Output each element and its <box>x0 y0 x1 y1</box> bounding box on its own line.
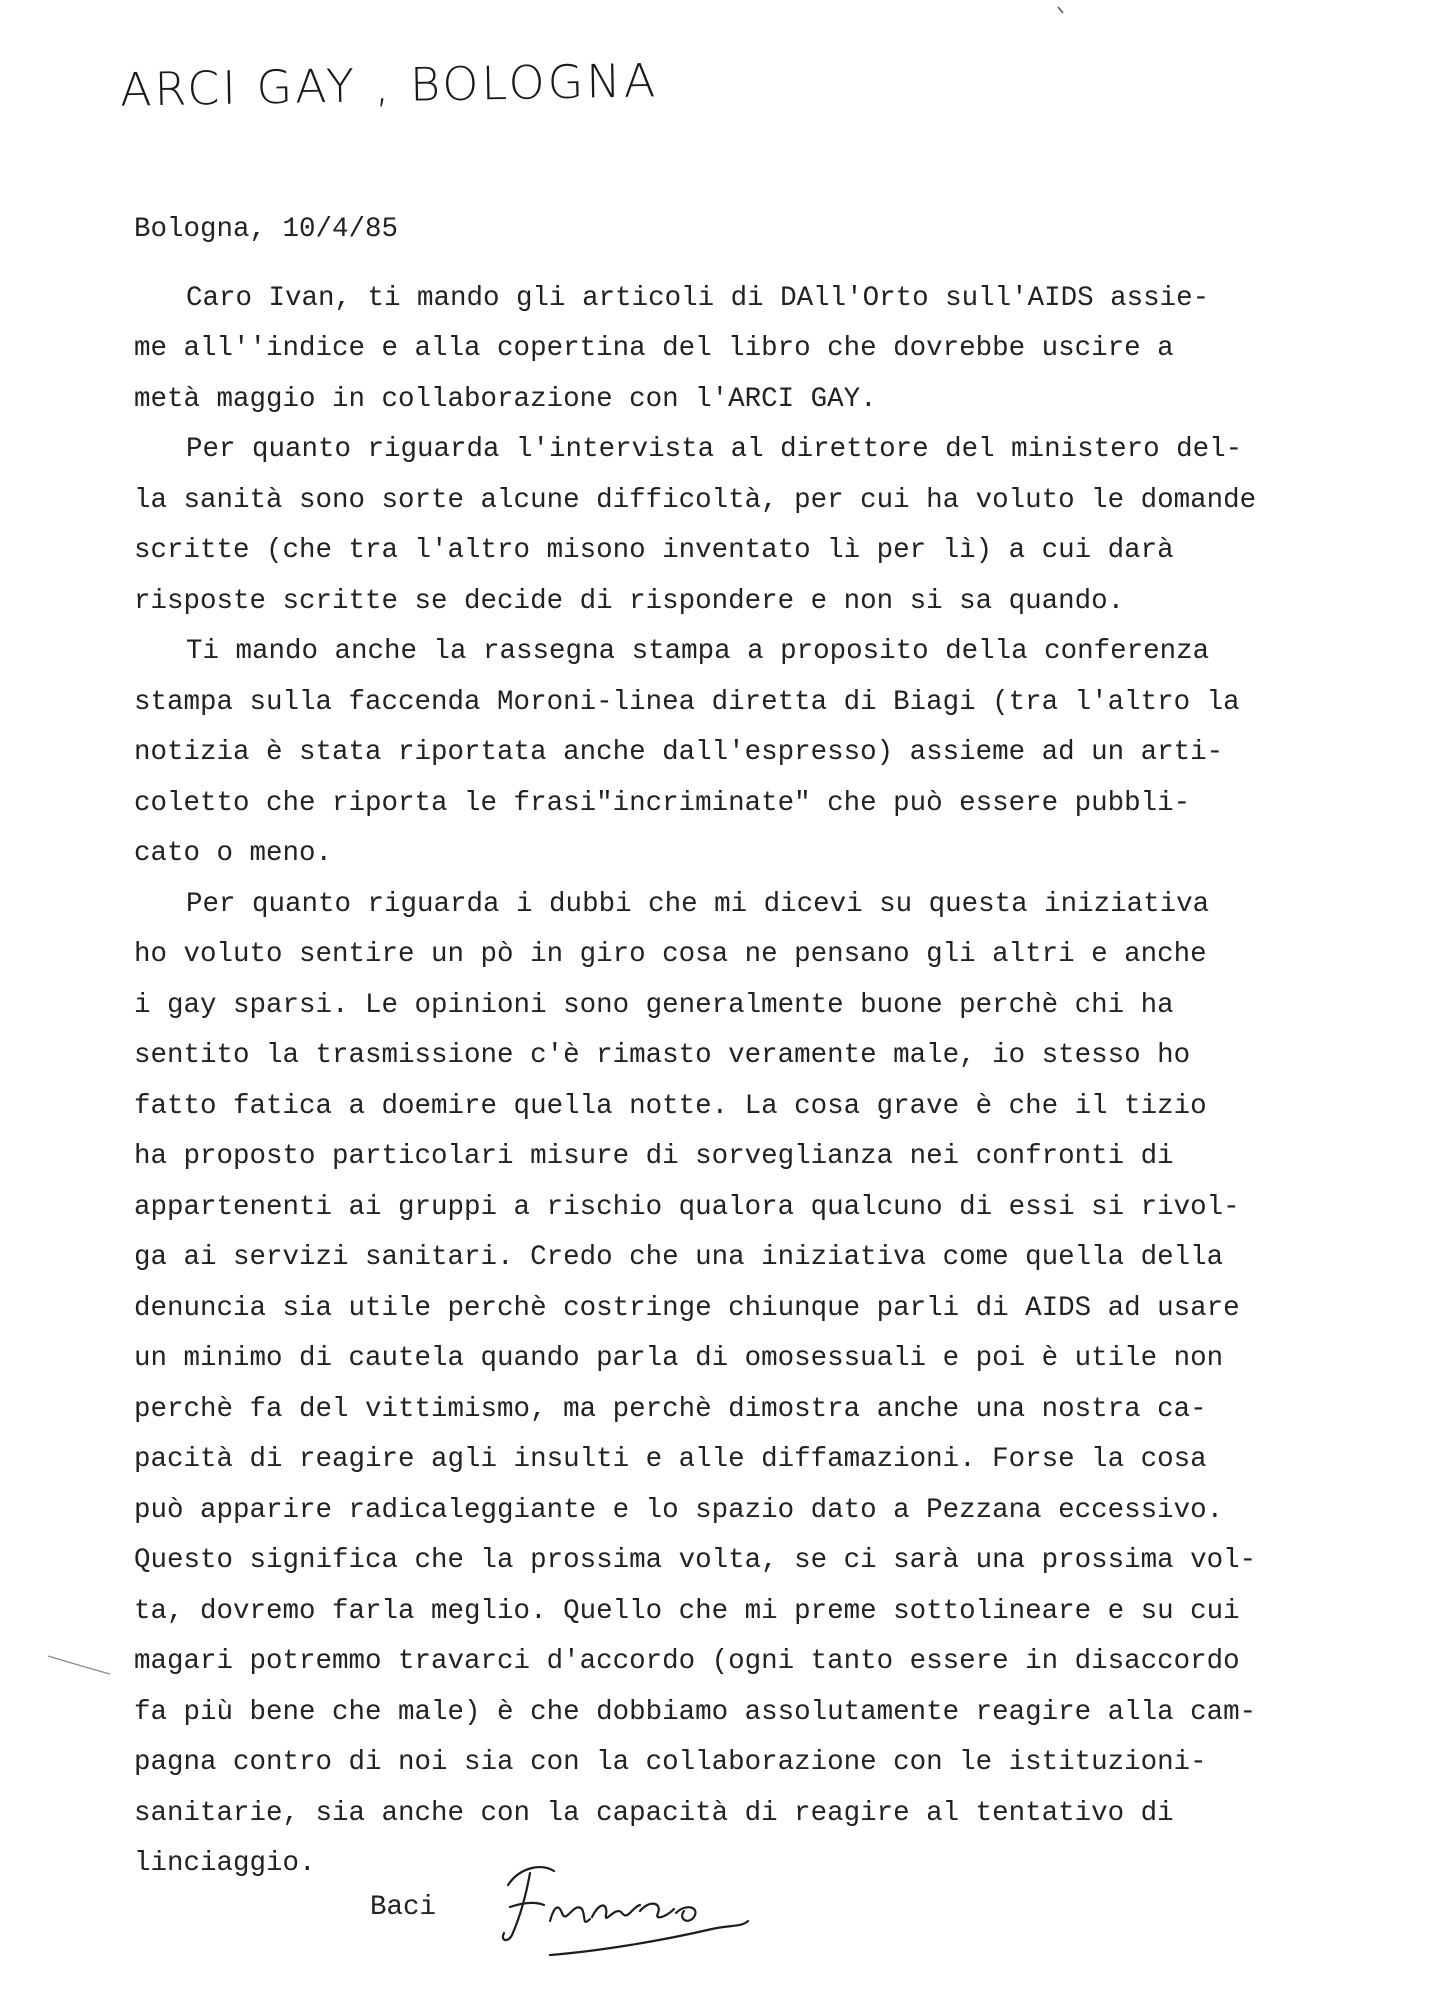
text-line: Questo significa che la prossima volta, se ci sarà una prossima vol- <box>134 1545 1257 1576</box>
text-line: un minimo di cautela quando parla di omosessuali e poi è utile non <box>134 1343 1224 1374</box>
paragraph-2 <box>134 425 1334 627</box>
text-line: può apparire radicaleggiante e lo spazio dato a Pezzana eccessivo. <box>134 1494 1224 1526</box>
letter-body <box>134 205 1334 1890</box>
text-line: appartenenti ai gruppi a rischio qualora qualcuno di essi si rivol- <box>134 1191 1240 1223</box>
stray-ink-mark <box>1054 4 1068 18</box>
text-line: pagna contro di noi sia con la collaborazione con le istituzioni- <box>134 1747 1207 1778</box>
paragraph-3 <box>134 627 1334 880</box>
text-line: magari potremmo travarci d'accordo (ogni tanto essere in disaccordo <box>134 1646 1240 1677</box>
text-line: fa più bene che male) è che dobbiamo assolutamente reagire alla cam- <box>134 1696 1257 1728</box>
handwritten-signature <box>490 1855 770 1975</box>
text-line: ho voluto sentire un pò in giro cosa ne pensano gli altri e anche <box>134 939 1207 970</box>
text-line: linciaggio. <box>134 1848 316 1879</box>
text-line: denuncia sia utile perchè costringe chiunque parli di AIDS ad usare <box>134 1292 1240 1324</box>
text-line: notizia è stata riportata anche dall'espresso) assieme ad un arti- <box>134 737 1224 768</box>
paragraph-4 <box>134 880 1334 1890</box>
text-line: Ti mando anche la rassegna stampa a proposito della conferenza <box>186 636 1210 667</box>
text-line: stampa sulla faccenda Moroni-linea diretta di Biagi (tra l'altro la <box>134 686 1240 718</box>
text-line: Caro Ivan, ti mando gli articoli di DAll'Orto sull'AIDS assie- <box>186 282 1210 314</box>
text-line: pacità di reagire agli insulti e alle diffamazioni. Forse la cosa <box>134 1444 1207 1475</box>
text-line: ta, dovremo farla meglio. Quello che mi preme sottolineare e su cui <box>134 1595 1240 1627</box>
text-line: Per quanto riguarda l'intervista al direttore del ministero del- <box>186 434 1243 465</box>
text-line: Per quanto riguarda i dubbi che mi dicevi su questa iniziativa <box>186 888 1210 920</box>
text-line: sentito la trasmissione c'è rimasto veramente male, io stesso ho <box>134 1040 1191 1071</box>
stray-pencil-mark <box>44 1650 114 1680</box>
text-line: scritte (che tra l'altro misono inventato lì per lì) a cui darà <box>134 535 1174 566</box>
text-line: la sanità sono sorte alcune difficoltà, per cui ha voluto le domande <box>134 484 1257 516</box>
text-line: sanitarie, sia anche con la capacità di reagire al tentativo di <box>134 1797 1174 1829</box>
closing-salutation: Baci <box>370 1892 437 1923</box>
text-line: risposte scritte se decide di rispondere e non si sa quando. <box>134 585 1125 617</box>
text-line: i gay sparsi. Le opinioni sono generalmente buone perchè chi ha <box>134 989 1174 1021</box>
text-line: ha proposto particolari misure di sorveglianza nei confronti di <box>134 1141 1174 1172</box>
text-line: ga ai servizi sanitari. Credo che una iniziativa come quella della <box>134 1242 1224 1273</box>
text-line: fatto fatica a doemire quella notte. La cosa grave è che il tizio <box>134 1090 1207 1122</box>
text-line: perchè fa del vittimismo, ma perchè dimostra anche una nostra ca- <box>134 1393 1207 1425</box>
text-line: me all''indice e alla copertina del libro che dovrebbe uscire a <box>134 333 1174 364</box>
handwritten-header: ARCI GAY , BOLOGNA <box>119 53 659 117</box>
paragraph-1 <box>134 274 1334 426</box>
text-line: coletto che riporta le frasi"incriminate" che può essere pubbli- <box>134 787 1191 819</box>
text-line: cato o meno. <box>134 838 333 869</box>
text-line: metà maggio in collaborazione con l'ARCI GAY. <box>134 383 877 415</box>
date-line: Bologna, 10/4/85 <box>134 214 399 245</box>
